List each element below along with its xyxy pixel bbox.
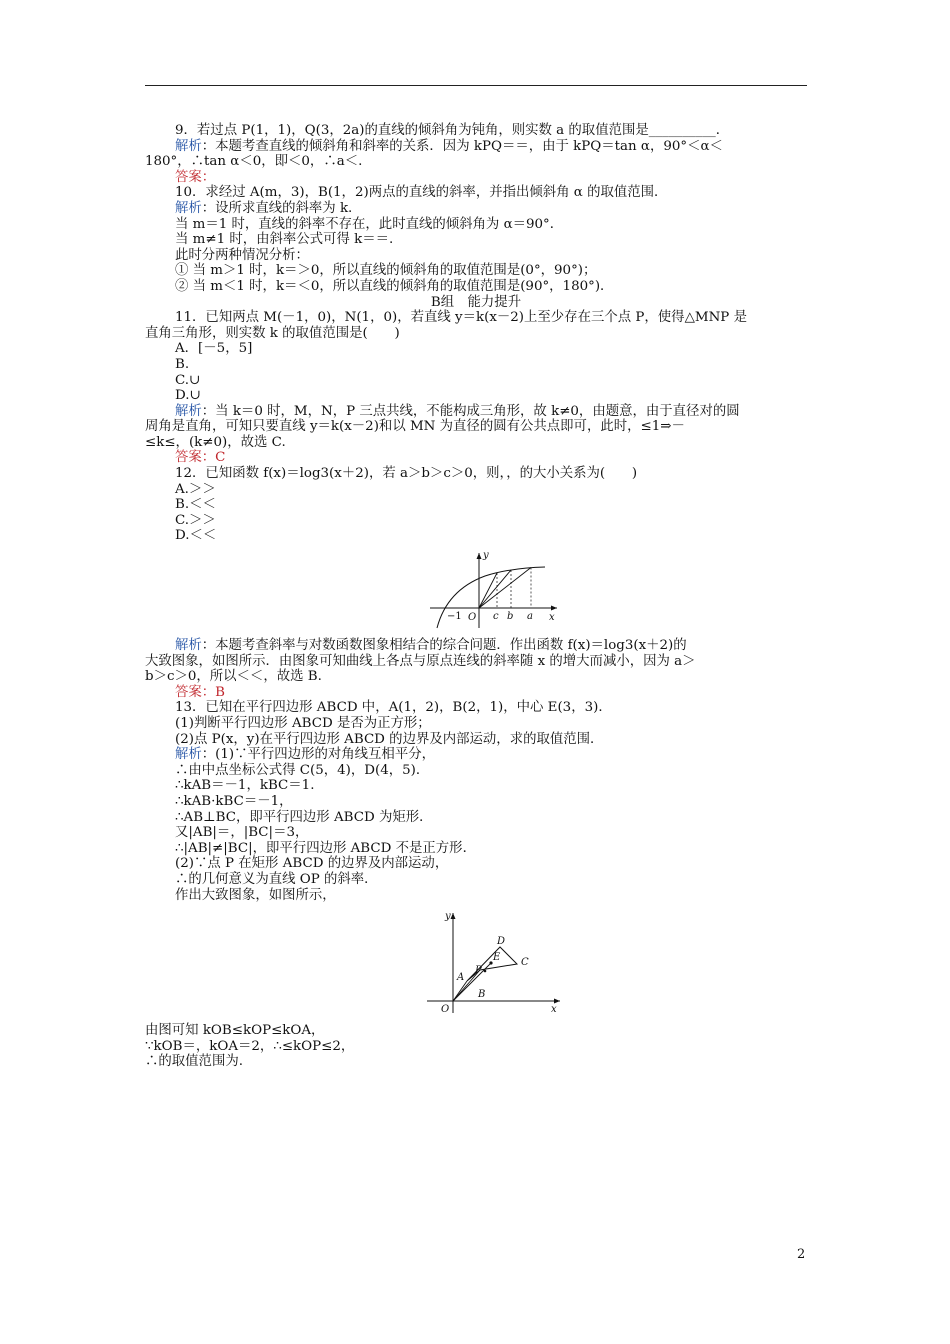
q13-line-6: ∴kAB＝－1，kBC＝1. — [175, 778, 315, 794]
log-function-figure — [145, 550, 807, 630]
fig1-x-label: x — [549, 612, 555, 624]
analysis-label: 解析 — [175, 200, 202, 216]
q12-line-4: b＞c＞0，所以＜＜，故选 B. — [145, 669, 322, 685]
fig2-y-label: y — [445, 911, 451, 923]
q13-line-3: (2)点 P(x，y)在平行四边形 ABCD 的边界及内部运动，求的取值范围． — [175, 731, 604, 747]
header-rule — [145, 85, 807, 86]
answer-label: 答案 — [175, 169, 202, 185]
fig2-x-label: x — [551, 1004, 557, 1016]
fig2-a-label: A — [457, 972, 465, 984]
fig1-a-label: a — [527, 611, 533, 623]
q12-line-1: 12．已知函数 f(x)＝log3(x＋2)，若 a＞b＞c＞0，则，，的大小关系为( ) — [175, 466, 638, 482]
fig1-y-label: y — [483, 550, 489, 562]
page-content — [145, 123, 807, 1070]
q13-line-9: 又|AB|＝，|BC|＝3， — [175, 825, 309, 841]
q13-line-11: (2)∵点 P 在矩形 ABCD 的边界及内部运动， — [175, 856, 449, 872]
x-axis-arrow-icon — [554, 999, 560, 1004]
q9-answer: 答案： — [175, 169, 216, 185]
chord-oa — [479, 568, 531, 609]
fig2-b-label: B — [478, 989, 486, 1001]
q13-line-10: ∴|AB|≠|BC|，即平行四边形 ABCD 不是正方形． — [175, 840, 476, 856]
fig1-b-label: b — [507, 611, 514, 623]
x-axis-arrow-icon — [551, 606, 557, 611]
q13-line-15: ∵kOB＝，kOA＝2，∴≤kOP≤2， — [145, 1038, 355, 1054]
q10-line-6: ① 当 m＞1 时，k＝＞0，所以直线的倾斜角的取值范围是(0°，90°)； — [175, 263, 597, 279]
q12-line-2: 解析：本题考查斜率与对数函数图象相结合的综合问题．作出函数 f(x)＝log3(x＋2)的 — [175, 638, 687, 654]
q11-line-3: 解析：当 k＝0 时，M，N，P 三点共线，不能构成三角形，故 k≠0，由题意，由于直径对的圆 — [175, 403, 740, 419]
q9-line-2: 解析：本题考查直线的倾斜角和斜率的关系．因为 kPQ＝＝，由于 kPQ＝tan α，90°＜α＜ — [175, 138, 723, 154]
fig2-e-label: E — [493, 952, 501, 964]
fig2-p-label: P — [475, 965, 482, 977]
fig1-c-label: c — [493, 611, 499, 623]
q11-option-b: B. — [175, 356, 190, 372]
q12-line-3: 大致图象，如图所示．由图象可知曲线上各点与原点连线的斜率随 x 的增大而减小，因为 a＞ — [145, 653, 696, 669]
q11-option-c: C.∪ — [175, 372, 201, 388]
page-number: 2 — [797, 1247, 806, 1262]
q9-line-1: 9．若过点 P(1，1)，Q(3，2a)的直线的倾斜角为钝角，则实数 a 的取值范围是__________． — [175, 123, 730, 138]
q11-line-5: ≤k≤，(k≠0)，故选 C. — [145, 434, 286, 450]
q11-option-a: A．[－5，5] — [175, 341, 253, 357]
fig1-origin-label: O — [468, 612, 477, 624]
fig2-origin-label: O — [441, 1004, 450, 1016]
q12-answer: 答案：B — [175, 684, 226, 700]
q11-option-d: D.∪ — [175, 388, 201, 404]
q13-line-14: 由图可知 kOB≤kOP≤kOA， — [145, 1023, 325, 1039]
q10-line-1: 10．求经过 A(m，3)，B(1，2)两点的直线的斜率，并指出倾斜角 α 的取值范围． — [175, 185, 668, 201]
q10-line-7: ② 当 m＜1 时，k＝＜0，所以直线的倾斜角的取值范围是(90°，180°)． — [175, 278, 614, 294]
chord-ob — [479, 570, 511, 608]
analysis-label: 解析 — [175, 403, 202, 419]
q13-line-7: ∴kAB·kBC＝－1， — [175, 793, 293, 809]
q13-line-16: ∴的取值范围为. — [145, 1054, 243, 1070]
q12-option-a: A.＞＞ — [175, 481, 216, 497]
fig2-c-label: C — [521, 957, 529, 969]
y-axis-arrow-icon — [451, 913, 456, 919]
q12-option-d: D.＜＜ — [175, 528, 217, 544]
q10-line-3: 当 m＝1 时，直线的斜率不存在，此时直线的倾斜角为 α＝90°． — [175, 216, 564, 232]
q13-line-5: ∴由中点坐标公式得 C(5，4)，D(4，5)． — [175, 762, 430, 778]
q13-line-13: 作出大致图象，如图所示， — [175, 887, 336, 903]
q11-line-4: 周角是直角，可知只要直线 y＝k(x－2)和以 MN 为直径的圆有公共点即可，此时，≤1⇒－ — [145, 419, 685, 435]
q11-answer: 答案：C — [175, 450, 226, 466]
fig1-neg-one: −1 — [447, 611, 462, 623]
analysis-label: 解析 — [175, 747, 202, 763]
rectangle-abcd-figure — [145, 909, 807, 1015]
q12-option-b: B.＜＜ — [175, 497, 216, 513]
analysis-label: 解析 — [175, 638, 202, 654]
analysis-label: 解析 — [175, 138, 202, 154]
q9-line-3: 180°，∴tan α＜0，即＜0，∴a＜. — [145, 154, 363, 170]
section-b-heading: B组 能力提升 — [430, 294, 522, 310]
q10-line-2: 解析：设所求直线的斜率为 k. — [175, 200, 353, 216]
q13-line-8: ∴AB⊥BC，即平行四边形 ABCD 为矩形． — [175, 809, 433, 825]
q11-line-1: 11．已知两点 M(－1，0)，N(1，0)，若直线 y＝k(x－2)上至少存在三个点 P，使得△MNP 是 — [175, 310, 747, 326]
q13-line-12: ∴的几何意义为直线 OP 的斜率． — [175, 871, 378, 887]
answer-label: 答案 — [175, 450, 202, 466]
y-axis-arrow-icon — [477, 553, 482, 559]
q13-line-2: (1)判断平行四边形 ABCD 是否为正方形； — [175, 716, 431, 731]
fig2-d-label: D — [497, 936, 506, 948]
q12-option-c: C.＞＞ — [175, 512, 216, 528]
q13-line-1: 13．已知在平行四边形 ABCD 中，A(1，2)，B(2，1)，中心 E(3，3)． — [175, 700, 612, 716]
q11-line-2: 直角三角形，则实数 k 的取值范围是( ) — [145, 325, 400, 341]
answer-label: 答案 — [175, 684, 202, 700]
point-p — [484, 970, 487, 973]
q10-line-5: 此时分两种情况分析： — [175, 247, 309, 263]
q10-line-4: 当 m≠1 时，由斜率公式可得 k＝＝. — [175, 232, 394, 248]
q13-line-4: 解析：(1)∵平行四边形的对角线互相平分， — [175, 747, 435, 763]
